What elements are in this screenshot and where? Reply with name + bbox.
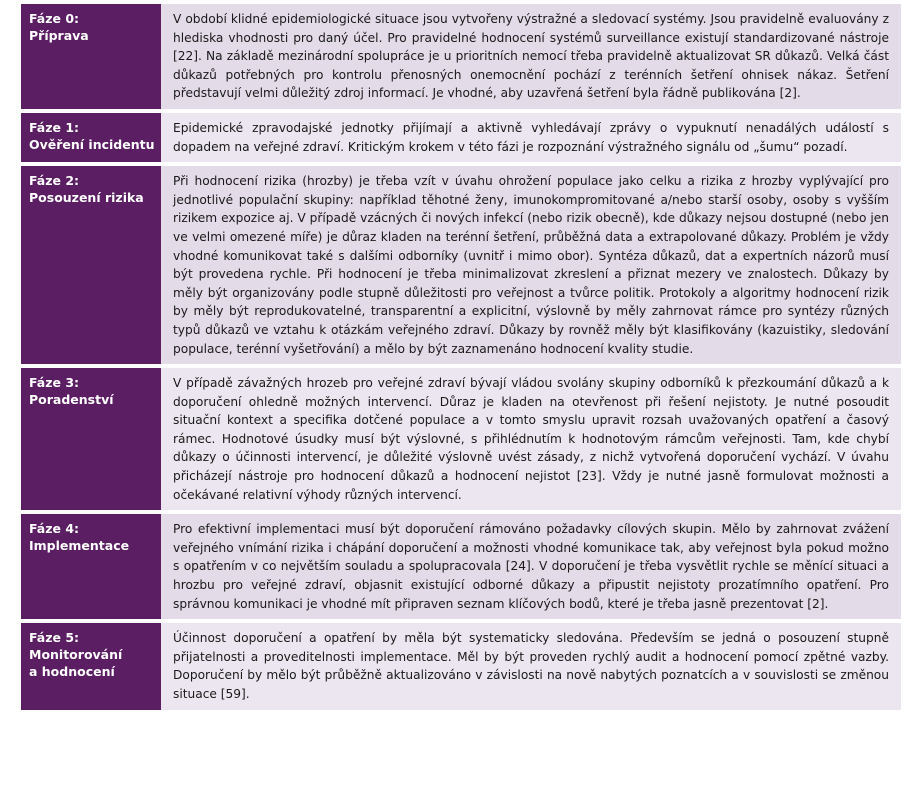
phase-title-3: Poradenství: [29, 392, 114, 408]
phase-row-1: [21, 111, 901, 164]
phase-description-0: V období klidné epidemiologické situace jsou vytvořeny výstražné a sledovací systémy. Jsou pravidelně evaluovány z hlediska vhodnosti pro daný účel. Pro pravidelné hodnocení systémů surveillance existují standardizované nástroje [22]. Na základě mezinárodní spolupráce je u prioritních nemocí třeba pravidelně aktualizovat SR důkazů. Velká část důkazů potřebných pro kontrolu přenosných onemocnění pochází z terénních šetření ohnisek nákaz. Šetření představují velmi důležitý zdroj informací. Je vhodné, aby uzavřená šetření byla řádně publikována [2].: [161, 4, 901, 111]
phase-row-4: [21, 512, 901, 621]
phase-title-1: Ověření incidentu: [29, 136, 155, 152]
phase-label-1: [21, 111, 161, 164]
phase-description-4: Pro efektivní implementaci musí být doporučení rámováno požadavky cílových skupin. Mělo by zahrnovat zvážení veřejného vnímání rizika i chápání doporučení a možnosti vhodné komunikace tak, aby veřejnost byla pokud možno s opatřením v co největším souladu a spolupracovala [24]. V doporučení je třeba vysvětlit rychle se měnící situaci a hrozbu pro veřejné zdraví, objasnit existující odborné důkazy a připustit nejistoty prozatímního opatření. Pro správnou komunikaci je vhodné mít připraven seznam klíčových bodů, které je třeba jasně prezentovat [2].: [161, 512, 901, 621]
phase-description-1: Epidemické zpravodajské jednotky přijímají a aktivně vyhledávají zprávy o vypuknutí nenadálých událostí s dopadem na veřejné zdraví. Kritickým krokem v této fázi je rozpoznání výstražného signálu od „šumu“ pozadí.: [161, 111, 901, 164]
phase-number-0: Fáze 0:: [29, 11, 80, 26]
phase-row-5: [21, 621, 901, 709]
phase-number-3: Fáze 3:: [29, 375, 80, 391]
phase-title-4: Implementace: [29, 538, 130, 554]
phase-description-2: Při hodnocení rizika (hrozby) je třeba vzít v úvahu ohrožení populace jako celku a rizika z hrozby vyplývající pro jednotlivé populační skupiny: například těhotné ženy, imunokompromitované a/nebo starší osoby, osoby s vyšším rizikem expozice aj. V případě vzácných či nových infekcí (nebo rizik obecně), kde důkazy nejsou dostupné (nebo jen ve velmi omezené míře) je důraz kladen na terénní šetření, průběžná data a extrapolované důkazy. Problém je vždy vhodné komunikovat také s dalšími odborníky (uvnitř i mimo obor). Syntéza důkazů, dat a expertních názorů musí být provedena rychle. Při hodnocení je třeba minimalizovat zkreslení a přiznat mezery ve znalostech. Důkazy by měly být organizovány podle stupně důležitosti pro veřejnost a tvůrce politik. Protokoly a algoritmy hodnocení rizik by měly být reprodukovatelné, transparentní a explicitní, výslovně by měly zahrnovat rámce pro syntézy různých typů důkazů ve vztahu k otázkám veřejného zdraví. Důkazy by rovněž měly být klasifikovány (kazuistiky, sledování populace, terénní vyšetřování) a mělo by být zaznamenáno hodnocení kvality studie.: [161, 164, 901, 366]
phase-title-5-cont: a hodnocení: [29, 664, 115, 680]
phase-row-0: [21, 4, 901, 111]
phase-title-0: Příprava: [29, 28, 89, 43]
phase-label-5: [21, 621, 161, 709]
phase-title-5: Monitorování: [29, 647, 123, 663]
phase-label-3: [21, 366, 161, 512]
phase-row-3: [21, 366, 901, 512]
phase-title-2: Posouzení rizika: [29, 190, 144, 206]
phase-label-4: [21, 512, 161, 621]
phase-row-2: [21, 164, 901, 366]
phases-table-container: [21, 4, 901, 710]
phase-number-4: Fáze 4:: [29, 521, 80, 537]
phase-label-2: [21, 164, 161, 366]
phase-number-1: Fáze 1:: [29, 119, 80, 135]
phase-number-5: Fáze 5:: [29, 630, 80, 646]
phases-table: [21, 4, 901, 710]
phase-number-2: Fáze 2:: [29, 173, 80, 189]
phase-description-5: Účinnost doporučení a opatření by měla být systematicky sledována. Především se jedná o posouzení stupně přijatelnosti a proveditelnosti implementace. Měl by být proveden rychlý audit a hodnocení pomocí zpětné vazby. Doporučení by mělo být průběžně aktualizováno v závislosti na nově nabytých poznatcích a v souvislosti se změnou situace [59].: [161, 621, 901, 709]
phase-description-3: V případě závažných hrozeb pro veřejné zdraví bývají vládou svolány skupiny odborníků k přezkoumání důkazů a k doporučení ohledně možných intervencí. Důraz je kladen na otevřenost při řešení nejistoty. Je nutné posoudit situační kontext a specifika dotčené populace a v tomto smyslu upravit rozsah uvažovaných opatření a časový rámec. Hodnotové úsudky musí být výslovné, s přihlédnutím k hodnotovým rámcům veřejnosti. Tam, kde chybí důkazy o účinnosti intervencí, je důležité výslovně uvést zásady, z nichž vytvořená doporučení vychází. V úvahu přicházejí nástroje pro hodnocení důkazů a hodnocení nejistot [23]. Vždy je nutné jasně formulovat možnosti a očekávané relativní výhody různých intervencí.: [161, 366, 901, 512]
phase-label-0: [21, 4, 161, 111]
